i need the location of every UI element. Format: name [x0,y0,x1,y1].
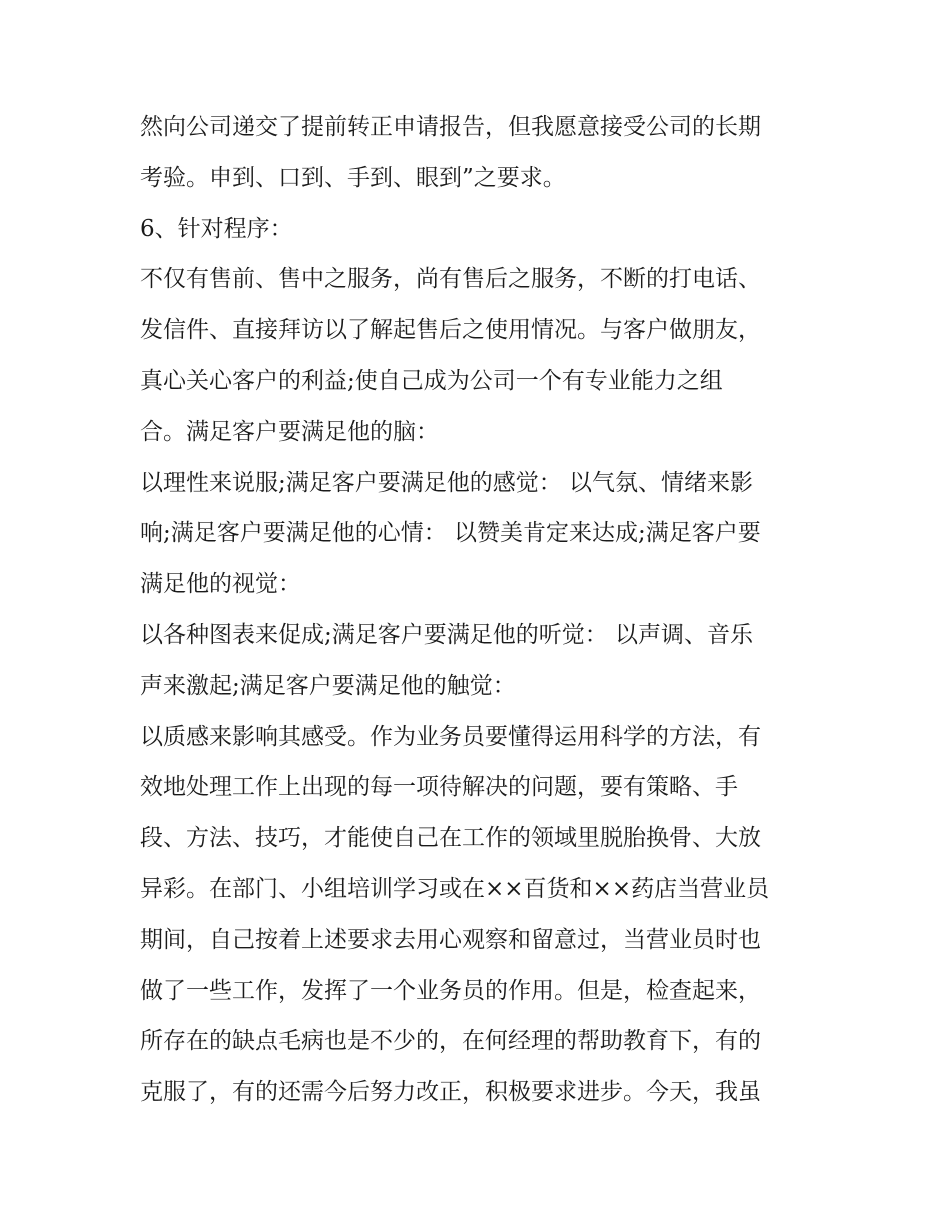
text-line: 真心关心客户的利益;使自己成为公司一个有专业能力之组 [140,367,723,394]
text-line: 期间，自己按着上述要求去用心观察和留意过，当营业员时也 [140,926,761,953]
text-line: 效地处理工作上出现的每一项待解决的问题，要有策略、手 [140,774,738,801]
text-line: 做了一些工作，发挥了一个业务员的作用。但是，检查起来， [140,977,761,1004]
text-line: 响;满足客户要满足他的心情： 以赞美肯定来达成;满足客户要 [140,520,761,547]
text-line: 以各种图表来促成;满足客户要满足他的听觉： 以声调、音乐 [140,621,754,648]
text-line: 合。满足客户要满足他的脑： [140,418,439,445]
text-line: 所存在的缺点毛病也是不少的，在何经理的帮助教育下，有的 [140,1028,761,1055]
text-line: 异彩。在部门、小组培训学习或在××百货和××药店当营业员 [140,875,770,902]
text-line: 以理性来说服;满足客户要满足他的感觉： 以气氛、情绪来影 [140,469,754,496]
text-line: 声来激起;满足客户要满足他的触觉： [140,672,516,699]
text-line: 6、针对程序： [140,215,293,242]
text-line: 不仅有售前、售中之服务，尚有售后之服务，不断的打电话、 [140,266,761,293]
text-line: 克服了，有的还需今后努力改正，积极要求进步。今天，我虽 [140,1079,761,1106]
text-line: 考验。申到、口到、手到、眼到”之要求。 [140,164,566,191]
body-text [140,102,830,1118]
text-line: 段、方法、技巧，才能使自己在工作的领域里脱胎换骨、大放 [140,825,761,852]
text-line: 以质感来影响其感受。作为业务员要懂得运用科学的方法，有 [140,723,761,750]
text-line: 发信件、直接拜访以了解起售后之使用情况。与客户做朋友， [140,317,761,344]
text-line: 然向公司递交了提前转正申请报告，但我愿意接受公司的长期 [140,114,761,140]
text-line: 满足他的视觉： [140,571,301,598]
